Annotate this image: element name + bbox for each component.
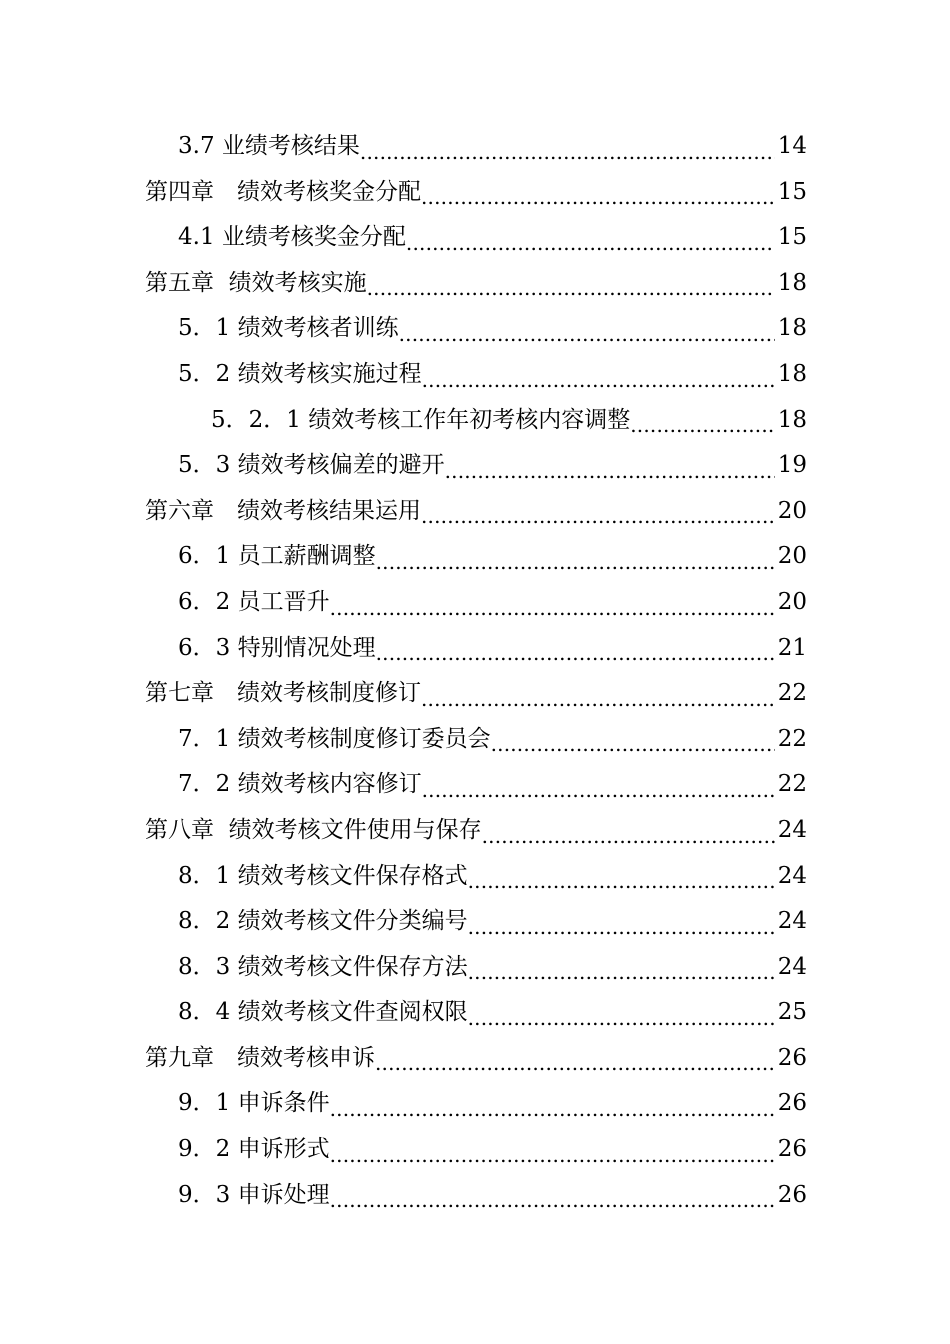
toc-entry-title: 7．1 绩效考核制度修订委员会 xyxy=(178,717,491,763)
toc-entry[interactable] xyxy=(0,489,950,535)
toc-dot-leader xyxy=(491,717,775,763)
toc-entry-title: 5．3 绩效考核偏差的避开 xyxy=(178,443,445,489)
toc-entry-title: 第八章 绩效考核文件使用与保存 xyxy=(145,808,482,854)
toc-entry-page-number: 26 xyxy=(777,1044,807,1071)
toc-entry-title: 5．2 绩效考核实施过程 xyxy=(178,352,422,398)
toc-dot-leader xyxy=(422,762,775,808)
toc-entry-title: 6．2 员工晋升 xyxy=(178,580,330,626)
toc-dot-leader xyxy=(367,261,775,307)
toc-entry[interactable] xyxy=(0,1173,950,1219)
table-of-contents xyxy=(0,124,950,1218)
toc-entry[interactable] xyxy=(0,124,950,170)
toc-entry[interactable] xyxy=(0,398,950,444)
toc-entry-title: 8．2 绩效考核文件分类编号 xyxy=(178,899,468,945)
toc-entry[interactable] xyxy=(0,945,950,991)
toc-entry[interactable] xyxy=(0,626,950,672)
toc-entry-page-number: 18 xyxy=(777,315,807,342)
toc-entry-title: 3.7 业绩考核结果 xyxy=(178,124,360,170)
toc-entry-page-number: 20 xyxy=(777,543,807,570)
toc-entry[interactable] xyxy=(0,352,950,398)
toc-dot-leader xyxy=(330,580,775,626)
toc-dot-leader xyxy=(375,1036,775,1082)
toc-entry[interactable] xyxy=(0,170,950,216)
toc-entry-page-number: 26 xyxy=(777,1181,807,1208)
toc-entry-title: 7．2 绩效考核内容修订 xyxy=(178,762,422,808)
toc-entry[interactable] xyxy=(0,854,950,900)
toc-entry[interactable] xyxy=(0,580,950,626)
toc-entry-page-number: 18 xyxy=(777,360,807,387)
toc-entry-title: 9．1 申诉条件 xyxy=(178,1081,330,1127)
toc-entry-page-number: 22 xyxy=(777,771,807,798)
toc-dot-leader xyxy=(468,945,775,991)
toc-dot-leader xyxy=(445,443,775,489)
toc-dot-leader xyxy=(406,215,775,261)
toc-entry-title: 第七章 绩效考核制度修订 xyxy=(145,671,421,717)
toc-entry[interactable] xyxy=(0,443,950,489)
toc-entry[interactable] xyxy=(0,899,950,945)
toc-entry-page-number: 24 xyxy=(777,953,807,980)
toc-entry-title: 9．3 申诉处理 xyxy=(178,1173,330,1219)
toc-entry-page-number: 20 xyxy=(777,588,807,615)
toc-dot-leader xyxy=(360,124,775,170)
toc-entry-title: 6．1 员工薪酬调整 xyxy=(178,534,376,580)
toc-dot-leader xyxy=(468,990,775,1036)
toc-entry-page-number: 20 xyxy=(777,497,807,524)
toc-dot-leader xyxy=(421,170,775,216)
toc-entry[interactable] xyxy=(0,1127,950,1173)
toc-dot-leader xyxy=(399,306,775,352)
toc-entry-title: 第四章 绩效考核奖金分配 xyxy=(145,170,421,216)
toc-entry-page-number: 22 xyxy=(777,680,807,707)
toc-dot-leader xyxy=(422,352,775,398)
toc-entry[interactable] xyxy=(0,306,950,352)
toc-dot-leader xyxy=(376,534,775,580)
toc-entry-title: 8．3 绩效考核文件保存方法 xyxy=(178,945,468,991)
toc-entry-title: 第五章 绩效考核实施 xyxy=(145,261,367,307)
toc-entry-title: 4.1 业绩考核奖金分配 xyxy=(178,215,406,261)
toc-entry-page-number: 15 xyxy=(777,224,807,251)
toc-entry[interactable] xyxy=(0,762,950,808)
toc-entry-page-number: 24 xyxy=(777,862,807,889)
toc-entry-page-number: 14 xyxy=(777,133,807,159)
toc-entry-title: 6．3 特别情况处理 xyxy=(178,626,376,672)
toc-dot-leader xyxy=(330,1173,775,1219)
toc-entry-title: 5．1 绩效考核者训练 xyxy=(178,306,399,352)
toc-entry-page-number: 19 xyxy=(777,452,807,479)
toc-entry-page-number: 18 xyxy=(777,406,807,433)
toc-entry[interactable] xyxy=(0,261,950,307)
toc-entry-page-number: 25 xyxy=(777,999,807,1026)
toc-entry-page-number: 15 xyxy=(777,178,807,205)
toc-entry-page-number: 24 xyxy=(777,816,807,843)
toc-dot-leader xyxy=(468,899,775,945)
toc-entry[interactable] xyxy=(0,215,950,261)
toc-entry[interactable] xyxy=(0,717,950,763)
toc-entry-title: 8．1 绩效考核文件保存格式 xyxy=(178,854,468,900)
toc-dot-leader xyxy=(482,808,775,854)
toc-entry-title: 第六章 绩效考核结果运用 xyxy=(145,489,421,535)
toc-entry-title: 9．2 申诉形式 xyxy=(178,1127,330,1173)
toc-entry-page-number: 26 xyxy=(777,1090,807,1117)
toc-entry-title: 5．2．1 绩效考核工作年初考核内容调整 xyxy=(211,398,630,444)
toc-dot-leader xyxy=(330,1081,775,1127)
toc-entry-page-number: 18 xyxy=(777,269,807,296)
toc-entry[interactable] xyxy=(0,990,950,1036)
toc-dot-leader xyxy=(468,854,775,900)
toc-entry[interactable] xyxy=(0,808,950,854)
toc-entry-page-number: 22 xyxy=(777,725,807,752)
toc-dot-leader xyxy=(630,398,775,444)
toc-entry-title: 第九章 绩效考核申诉 xyxy=(145,1036,375,1082)
toc-entry-title: 8．4 绩效考核文件查阅权限 xyxy=(178,990,468,1036)
toc-entry[interactable] xyxy=(0,1081,950,1127)
toc-entry[interactable] xyxy=(0,671,950,717)
toc-dot-leader xyxy=(421,671,775,717)
toc-entry[interactable] xyxy=(0,1036,950,1082)
toc-entry-page-number: 21 xyxy=(777,634,807,661)
toc-entry[interactable] xyxy=(0,534,950,580)
toc-entry-page-number: 26 xyxy=(777,1136,807,1163)
toc-entry-page-number: 24 xyxy=(777,908,807,935)
toc-dot-leader xyxy=(330,1127,775,1173)
toc-dot-leader xyxy=(421,489,775,535)
toc-dot-leader xyxy=(376,626,775,672)
